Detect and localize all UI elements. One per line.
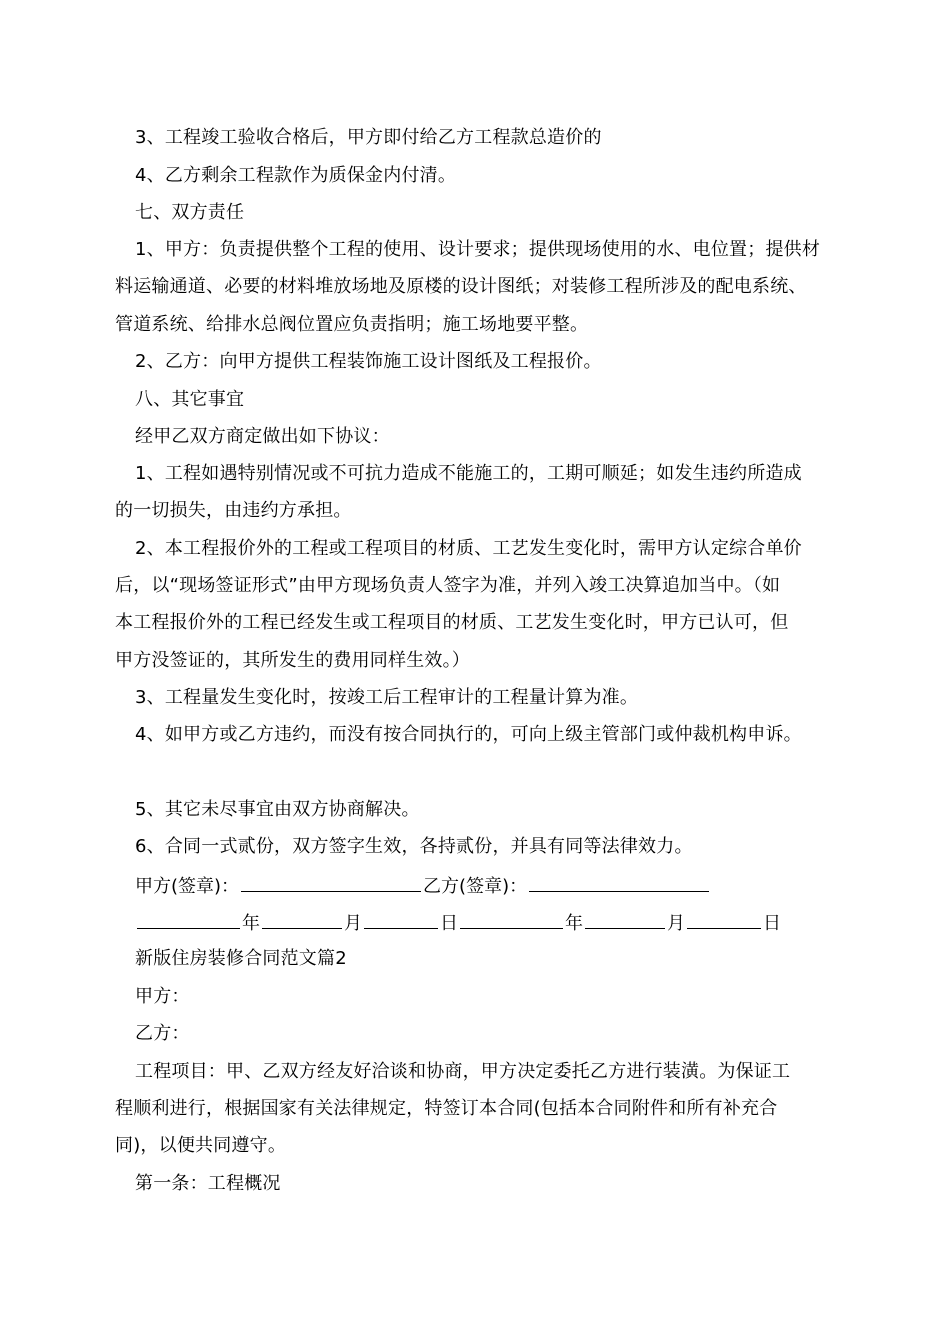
- party-b-day-blank[interactable]: [687, 910, 761, 929]
- other-clause-2-line-4: 甲方没签证的，其所发生的费用同样生效。）: [115, 650, 470, 671]
- signature-row: [135, 873, 711, 899]
- party-a-year-blank[interactable]: [137, 910, 240, 929]
- section-7-heading: 七、双方责任: [135, 202, 245, 223]
- section-8-heading: 八、其它事宜: [135, 389, 245, 410]
- other-clause-3: 3、工程量发生变化时，按竣工后工程审计的工程量计算为准。: [135, 687, 639, 708]
- party-a-signature-label: 甲方(签章)：: [135, 876, 240, 897]
- party-a-duty-line-1: 1、甲方：负责提供整个工程的使用、设计要求；提供现场使用的水、电位置；提供材: [135, 239, 821, 260]
- other-clause-4: 4、如甲方或乙方违约，而没有按合同执行的，可向上级主管部门或仲裁机构申诉。: [135, 724, 802, 745]
- day-label-b: 日: [763, 913, 781, 934]
- project-line-3: 同)，以便共同遵守。: [115, 1135, 287, 1156]
- party-a-duty-line-2: 料运输通道、必要的材料堆放场地及原楼的设计图纸；对装修工程所涉及的配电系统、: [115, 276, 807, 297]
- other-clause-1-line-1: 1、工程如遇特别情况或不可抗力造成不能施工的，工期可顺延；如发生违约所造成: [135, 463, 802, 484]
- party-b-month-blank[interactable]: [585, 910, 665, 929]
- other-clause-2-line-1: 2、本工程报价外的工程或工程项目的材质、工艺发生变化时，需甲方认定综合单价: [135, 538, 802, 559]
- article-1-heading: 第一条：工程概况: [135, 1173, 281, 1194]
- party-a-duty-line-3: 管道系统、给排水总阀位置应负责指明；施工场地要平整。: [115, 314, 589, 335]
- section-2-title: 新版住房装修合同范文篇2: [135, 948, 347, 969]
- party-b-signature-line[interactable]: [529, 873, 709, 892]
- party-a-signature-line[interactable]: [241, 873, 421, 892]
- date-row: [135, 910, 781, 936]
- month-label-b: 月: [667, 913, 685, 934]
- month-label-a: 月: [344, 913, 362, 934]
- section-2-party-a: 甲方：: [135, 986, 190, 1007]
- year-label-a: 年: [242, 913, 260, 934]
- clause-3-payment: 3、工程竣工验收合格后，甲方即付给乙方工程款总造价的: [135, 127, 602, 148]
- party-a-month-blank[interactable]: [262, 910, 342, 929]
- party-b-duty: 2、乙方：向甲方提供工程装饰施工设计图纸及工程报价。: [135, 351, 602, 372]
- party-a-day-blank[interactable]: [364, 910, 438, 929]
- project-line-1: 工程项目：甲、乙双方经友好洽谈和协商，甲方决定委托乙方进行装潢。为保证工: [135, 1061, 791, 1082]
- section-2-party-b: 乙方：: [135, 1023, 190, 1044]
- clause-4-retention: 4、乙方剩余工程款作为质保金内付清。: [135, 165, 457, 186]
- day-label-a: 日: [440, 913, 458, 934]
- project-line-2: 程顺利进行，根据国家有关法律规定，特签订本合同(包括本合同附件和所有补充合: [115, 1098, 778, 1119]
- other-clause-6: 6、合同一式贰份，双方签字生效，各持贰份，并具有同等法律效力。: [135, 836, 693, 857]
- other-clause-2-line-3: 本工程报价外的工程已经发生或工程项目的材质、工艺发生变化时，甲方已认可，但: [115, 612, 789, 633]
- other-clause-5: 5、其它未尽事宜由双方协商解决。: [135, 799, 420, 820]
- other-clause-2-line-2: 后，以“现场签证形式”由甲方现场负责人签字为准，并列入竣工决算追加当中。（如: [115, 575, 781, 596]
- other-clause-1-line-2: 的一切损失，由违约方承担。: [115, 500, 352, 521]
- party-b-signature-label: 乙方(签章)：: [423, 876, 528, 897]
- year-label-b: 年: [565, 913, 583, 934]
- agreement-intro: 经甲乙双方商定做出如下协议：: [135, 426, 390, 447]
- party-b-year-blank[interactable]: [460, 910, 563, 929]
